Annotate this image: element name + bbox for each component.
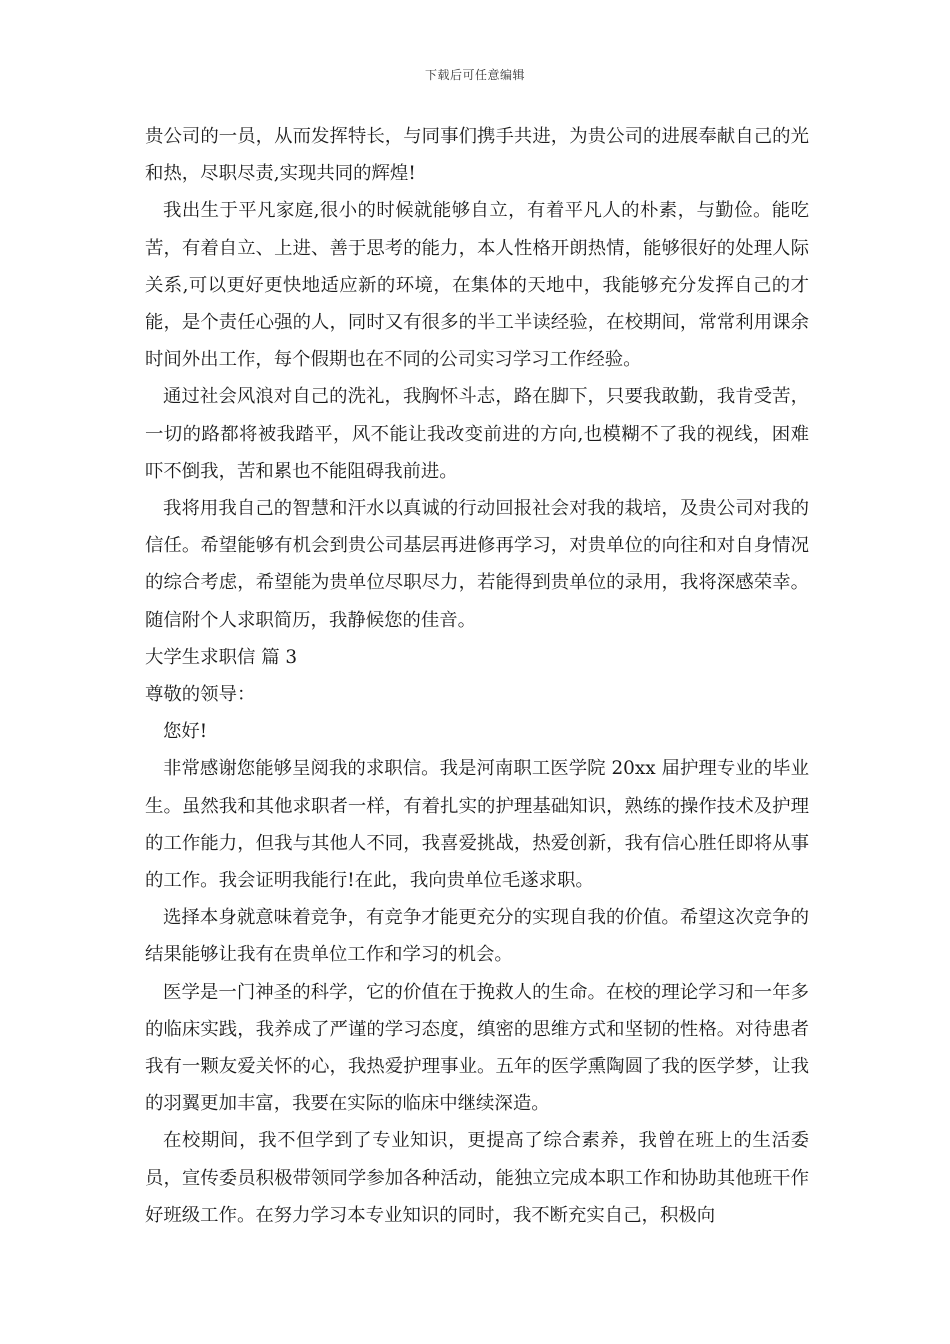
document-body	[145, 118, 809, 1234]
section-heading: 大学生求职信 篇 3	[145, 646, 298, 668]
paragraph: 在校期间，我不但学到了专业知识，更提高了综合素养，我曾在班上的生活委员，宣传委员积极带领同学参加各种活动，能独立完成本职工作和协助其他班干作好班级工作。在努力学习本专业知识的同时，我不断充实自己，积极向	[145, 1130, 809, 1226]
paragraph: 我将用我自己的智慧和汗水以真诚的行动回报社会对我的栽培，及贵公司对我的信任。希望能够有机会到贵公司基层再进修再学习，对贵单位的向往和对自身情况的综合考虑，希望能为贵单位尽职尽力，若能得到贵单位的录用，我将深感荣幸。随信附个人求职简历，我静候您的佳音。	[145, 498, 809, 631]
paragraph: 医学是一门神圣的科学，它的价值在于挽救人的生命。在校的理论学习和一年多的临床实践，我养成了严谨的学习态度，缜密的思维方式和坚韧的性格。对待患者我有一颗友爱关怀的心，我热爱护理事业。五年的医学熏陶圆了我的医学梦，让我的羽翼更加丰富，我要在实际的临床中继续深造。	[145, 981, 809, 1115]
paragraph: 贵公司的一员，从而发挥特长，与同事们携手共进，为贵公司的进展奉献自己的光和热，尽职尽责,实现共同的辉煌!	[145, 126, 809, 185]
paragraph: 非常感谢您能够呈阅我的求职信。我是河南职工医学院 20xx 届护理专业的毕业生。虽然我和其他求职者一样，有着扎实的护理基础知识，熟练的操作技术及护理的工作能力，但我与其他人不同，我喜爱挑战，热爱创新，我有信心胜任即将从事的工作。我会证明我能行!在此，我向贵单位毛遂求职。	[145, 758, 809, 892]
salutation: 尊敬的领导：	[145, 684, 256, 706]
paragraph: 选择本身就意味着竞争，有竞争才能更充分的实现自我的价值。希望这次竞争的结果能够让我有在贵单位工作和学习的机会。	[145, 907, 809, 966]
paragraph: 通过社会风浪对自己的洗礼，我胸怀斗志，路在脚下，只要我敢勤，我肯受苦，一切的路都将被我踏平，风不能让我改变前进的方向,也模糊不了我的视线，困难吓不倒我，苦和累也不能阻碍我前进。	[145, 386, 809, 482]
page-header-note: 下载后可任意编辑	[424, 68, 525, 82]
paragraph: 我出生于平凡家庭,很小的时候就能够自立，有着平凡人的朴素，与勤俭。能吃苦，有着自立、上进、善于思考的能力，本人性格开朗热情，能够很好的处理人际关系,可以更好更快地适应新的环境，在集体的天地中，我能够充分发挥自己的才能，是个责任心强的人，同时又有很多的半工半读经验，在校期间，常常利用课余时间外出工作，每个假期也在不同的公司实习学习工作经验。	[145, 200, 809, 371]
greeting: 您好!	[163, 721, 208, 743]
